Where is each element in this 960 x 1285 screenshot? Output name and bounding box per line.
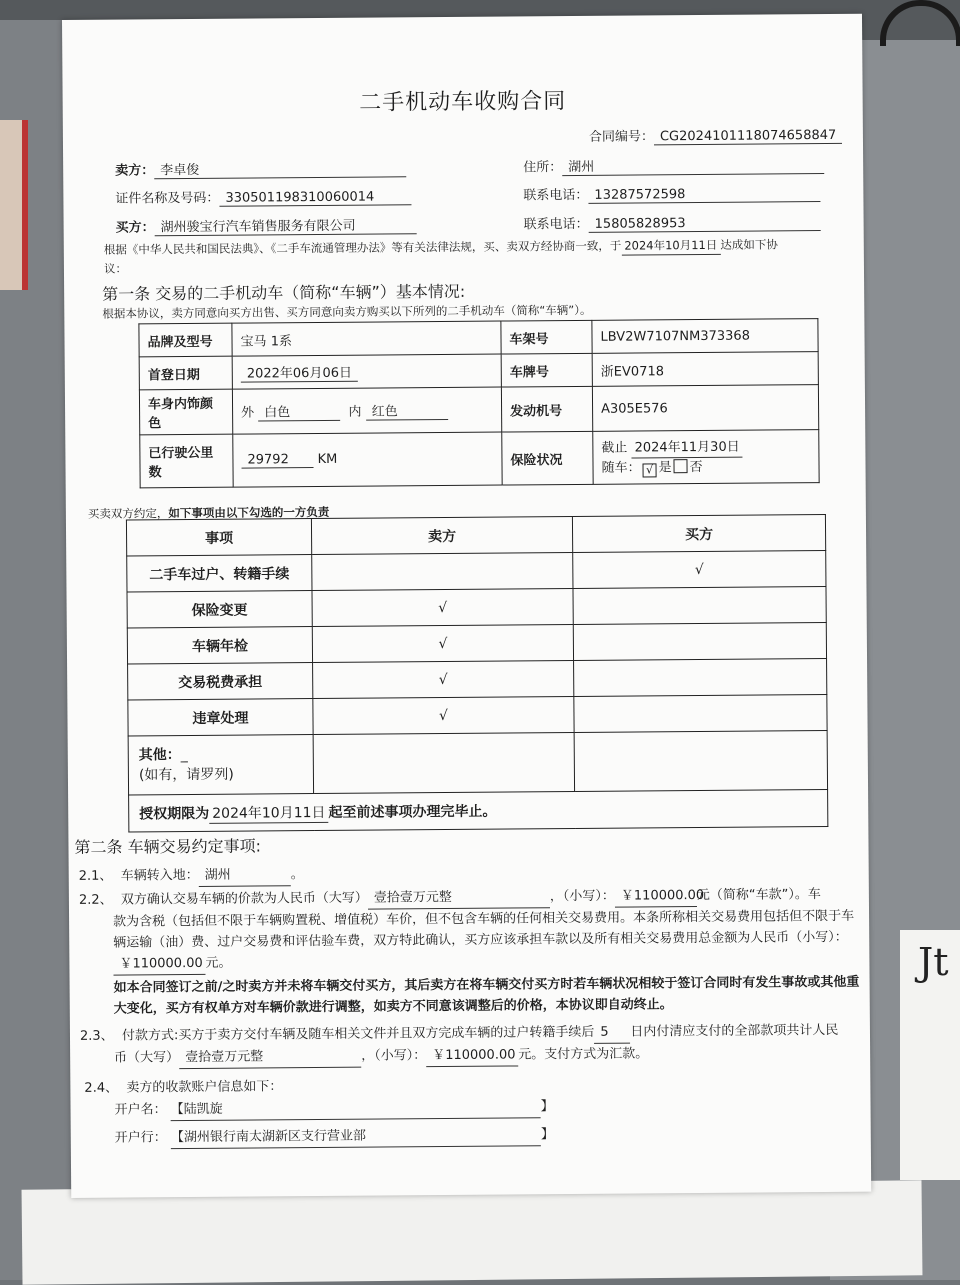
seller-check: √ bbox=[312, 589, 573, 627]
table-row: 品牌及型号 宝马 1系 车架号 LBV2W7107NM373368 bbox=[139, 319, 818, 357]
seller-name: 李卓俊 bbox=[154, 157, 406, 179]
seller-check: √ bbox=[313, 661, 574, 699]
side-handwriting: Jt bbox=[918, 940, 949, 984]
plate-value: 浙EV0718 bbox=[592, 352, 818, 387]
bank-line: 开户行： 【湖州银行南太湖新区支行营业部 】 bbox=[115, 1124, 554, 1149]
side-paper bbox=[900, 930, 960, 1180]
buyer-check bbox=[574, 695, 827, 733]
residence-value: 湖州 bbox=[562, 154, 824, 176]
article1-heading: 第一条 交易的二手机动车（简称“车辆”）基本情况: bbox=[102, 281, 466, 304]
table-row: 车辆年检 √ bbox=[127, 623, 826, 664]
section-2-2: 2.2、 双方确认交易车辆的价款为人民币（大写） 壹拾壹万元整 ，（小写）： ￥110000.00元（简称“车款”）。车 款为含税（包括但不限于车辆购置税、增值税）车价，但不包含车辆的任何相关交易费用。本条所称相关交易费用包括但不限于车 辆运输（油）费、过户交易费和评估验车费，双方特此确认，买方应该承担车款以及所有相关交易费用总金额为人民币（小写）： ￥110000.00 元。 bbox=[79, 884, 870, 976]
preamble-date: 2024年10月11日 bbox=[621, 236, 720, 256]
contract-sheet bbox=[62, 14, 871, 1198]
authorization-deadline: 授权期限为 2024年10月11日 起至前述事项办理完毕止。 bbox=[129, 790, 828, 832]
insurance-yes-checkbox[interactable]: √ bbox=[643, 463, 657, 477]
seller-line: 卖方： 李卓俊 bbox=[115, 157, 406, 179]
exterior-color: 白色 bbox=[258, 401, 340, 422]
section-2-3: 2.3、 付款方式:买方于卖方交付车辆及随车相关文件并且双方完成车辆的过户转籍手续后 5 日内付清应支付的全部款项共计人民 币（大写） 壹拾壹万元整 ，（小写）： ￥110000.00 元。支付方式为汇款。 bbox=[80, 1020, 839, 1070]
brand-value: 宝马 1系 bbox=[232, 321, 501, 356]
seller-check: √ bbox=[313, 697, 574, 735]
table-row: 已行驶公里数 29792 KM 保险状况 截止 2024年11月30日 随车： √ 是 否 bbox=[140, 430, 819, 488]
reg-date-value: 2022年06月06日 bbox=[241, 362, 358, 383]
seller-phone-value: 13287572598 bbox=[588, 186, 820, 204]
section-2-2-adjustment: 如本合同签订之前/之时卖方并未将车辆交付买方，其后卖方在将车辆交付买方时若车辆状况相较于签订合同时有发生事故或其他重 大变化，买方有权单方对车辆价款进行调整，如卖方不同意该调整后的价格，本协议即自动终止。 bbox=[113, 974, 860, 1017]
items-intro: 买卖双方约定，如下事项由以下勾选的一方负责 bbox=[87, 504, 330, 521]
id-line: 证件名称及号码： 330501198310060014 bbox=[115, 185, 411, 207]
insurance-deadline: 2024年11月30日 bbox=[631, 437, 742, 458]
insurance-no-checkbox[interactable] bbox=[673, 459, 687, 473]
payment-upper: 壹拾壹万元整 bbox=[179, 1046, 361, 1069]
section-2-1: 2.1、 车辆转入地： 湖州 。 bbox=[79, 864, 304, 888]
buyer-check: √ bbox=[573, 551, 826, 589]
seller-check: √ bbox=[312, 625, 573, 663]
price-upper: 壹拾壹万元整 bbox=[368, 886, 550, 909]
bank-value: 湖州银行南太湖新区支行营业部 bbox=[183, 1128, 367, 1146]
price-lower: ￥110000.00 bbox=[615, 885, 697, 908]
red-paper-scrap bbox=[0, 120, 28, 290]
account-name-value: 陆凯旋 bbox=[183, 1101, 223, 1118]
interior-color: 红色 bbox=[366, 400, 448, 421]
table-row: 车身内饰颜色 外 白色 内 红色 发动机号 A305E576 bbox=[139, 385, 818, 435]
buyer-check bbox=[574, 659, 827, 697]
contract-number-value: CG20241011180746588​47 bbox=[654, 128, 842, 145]
payment-lower: ￥110000.00 bbox=[426, 1044, 518, 1067]
table-row: 违章处理 √ bbox=[128, 695, 827, 736]
preamble: 根据《中华人民共和国民法典》、《二手车流通管理办法》等有关法律法规，买、卖双方经协商一致，于 2024年10月11日 达成如下协 议： bbox=[103, 237, 778, 276]
table-row: 其他：_ (如有，请罗列) bbox=[128, 731, 827, 795]
table-row: 保险变更 √ bbox=[127, 587, 826, 628]
buyer-check bbox=[573, 623, 826, 661]
table-row: 事项 卖方 买方 bbox=[126, 515, 825, 556]
contract-number: 合同编号： CG20241011180746588​47 bbox=[589, 124, 842, 146]
article1-intro: 根据本协议，卖方同意向买方出售、买方同意向卖方购买以下所列的二手机动车（简称“车辆”）。 bbox=[102, 302, 592, 321]
buyer-phone-value: 15805828953 bbox=[589, 215, 821, 233]
id-value: 330501198310060014 bbox=[219, 189, 411, 207]
payment-days: 5 bbox=[594, 1022, 630, 1044]
buyer-line: 买方： 湖州骏宝行汽车销售服务有限公司 bbox=[116, 214, 417, 236]
table-row bbox=[129, 790, 828, 832]
table-row: 交易税费承担 √ bbox=[128, 659, 827, 700]
vin-value: LBV2W7107NM373368 bbox=[592, 319, 818, 354]
buyer-phone-line: 联系电话： 15805828953 bbox=[524, 211, 821, 233]
total-amount: ￥110000.00 bbox=[113, 953, 205, 976]
section-2-4: 2.4、 卖方的收款账户信息如下： bbox=[84, 1079, 283, 1096]
vehicle-info-table bbox=[138, 318, 819, 488]
mileage-value: 29792 bbox=[241, 452, 313, 469]
table-row: 首登日期 2022年06月06日 车牌号 浙EV0718 bbox=[139, 352, 818, 390]
buyer-check bbox=[573, 587, 826, 625]
page-title: 二手机动车收购合同 bbox=[359, 89, 567, 116]
responsibility-table bbox=[126, 514, 828, 832]
article2-heading: 第二条 车辆交易约定事项: bbox=[74, 836, 262, 857]
seller-check bbox=[312, 553, 573, 591]
residence-line: 住所： 湖州 bbox=[523, 154, 824, 176]
engine-value: A305E576 bbox=[592, 385, 818, 432]
seller-phone-line: 联系电话： 13287572598 bbox=[523, 182, 820, 204]
buyer-name: 湖州骏宝行汽车销售服务有限公司 bbox=[155, 214, 417, 236]
transfer-destination: 湖州 bbox=[199, 864, 291, 887]
account-name-line: 开户名： 【陆凯旋 】 bbox=[114, 1096, 553, 1121]
table-row: 二手车过户、转籍手续 √ bbox=[127, 551, 826, 592]
